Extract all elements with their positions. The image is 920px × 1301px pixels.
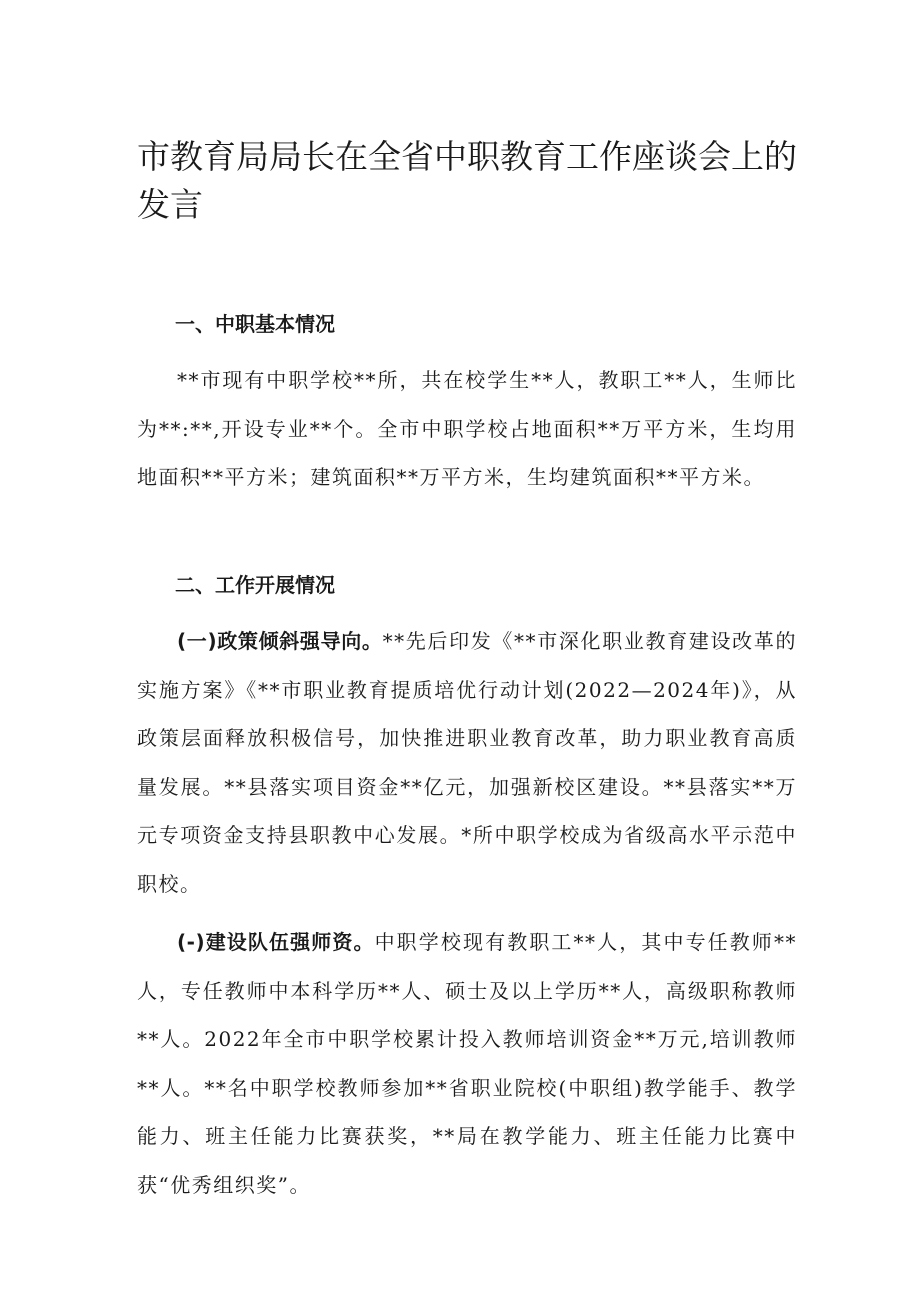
paragraph-teachers (137, 918, 797, 1209)
subsection-lead-policy: (一)政策倾斜强导向。 (177, 629, 383, 653)
paragraph-basic-situation (137, 356, 797, 502)
subsection-lead-teachers: (-)建设队伍强师资。 (177, 930, 375, 954)
paragraph-policy (137, 617, 797, 908)
paragraph-text: **先后印发《**市深化职业教育建设改革的实施方案》《**市职业教育提质培优行动计划(2022—2024年)》，从政策层面释放积极信号，加快推进职业教育改革，助力职业教育高质量发展。**县落实项目资金**亿元，加强新校区建设。**县落实**万元专项资金支持县职教中心发展。*所中职学校成为省级高水平示范中职校。 (137, 629, 798, 896)
section-heading-basic-situation: 一、中职基本情况 (175, 312, 335, 336)
paragraph-text: **市现有中职学校**所，共在校学生**人，教职工**人，生师比为**:**,开设专业**个。全市中职学校占地面积**万平方米，生均用地面积**平方米；建筑面积**万平方米，生均建筑面积**平方米。 (137, 368, 797, 489)
paragraph-text: 中职学校现有教职工**人，其中专任教师**人，专任教师中本科学历**人、硕士及以上学历**人，高级职称教师**人。2022年全市中职学校累计投入教师培训资金**万元,培训教师**人。**名中职学校教师参加**省职业院校(中职组)教学能手、教学能力、班主任能力比赛获奖，**局在教学能力、班主任能力比赛中获“优秀组织奖”。 (137, 930, 797, 1197)
document-title: 市教育局局长在全省中职教育工作座谈会上的发言 (137, 137, 797, 224)
section-heading-work-progress: 二、工作开展情况 (175, 573, 335, 597)
